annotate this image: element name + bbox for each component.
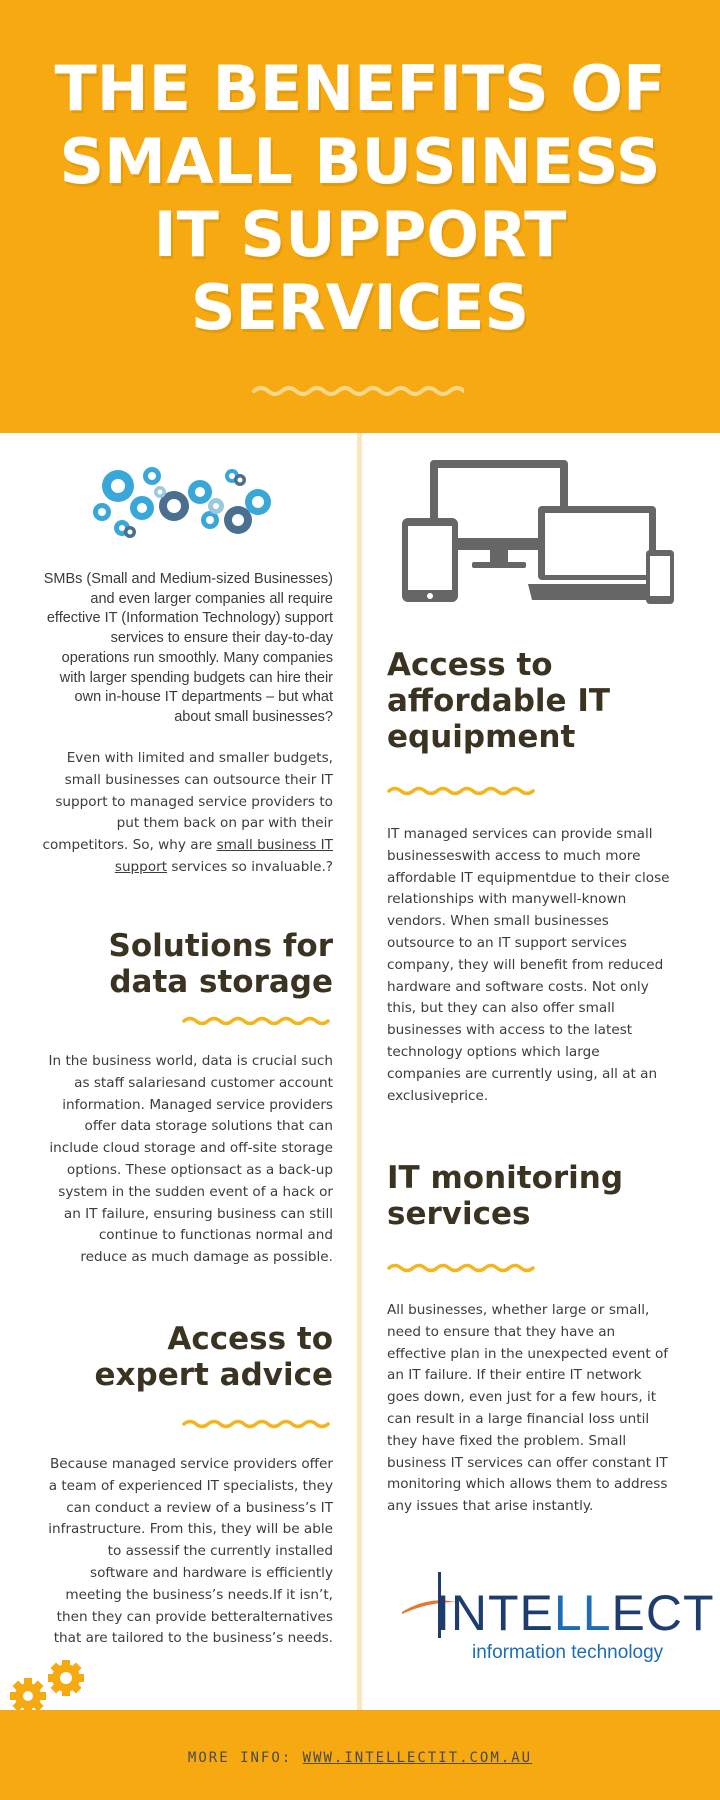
data-storage-text: In the business world, data is crucial such as staff salariesand customer account information. Managed service providers offer data storage solutions that can include cloud storage and off-site storage options. These optionsact as a back-up system in the sudden event of a hack or an IT failure, ensuring business can still continue to functionas normal and reduce as much damage as possible. — [48, 1053, 333, 1266]
devices-icon — [400, 458, 676, 608]
page-title — [20, 52, 700, 344]
heading-wave-underline — [182, 1015, 334, 1027]
intro-question-after: services so invaluable.? — [167, 858, 333, 875]
logo-text-end: ECT — [611, 1585, 715, 1641]
gear-icon — [8, 1656, 88, 1710]
intro-text: SMBs (Small and Medium-sized Businesses) and even larger companies all require effective IT (Information Technology) support services to ensure their day-to-day operations run smoothly. Many companies with larger spending budgets can hire their own in-house IT departments – but what about small businesses? — [43, 571, 333, 725]
heading-affordable-equipment: Access to affordable IT equipment — [387, 647, 611, 755]
footer-website-link[interactable]: WWW.INTELLECTIT.COM.AU — [302, 1750, 533, 1766]
small-business-it-support-link[interactable]: small business IT support — [114, 837, 333, 875]
intro-question-text — [42, 748, 333, 879]
footer-more-info — [0, 1750, 720, 1766]
heading-wave-underline — [182, 1418, 334, 1430]
logo-text-mid: LL — [553, 1585, 612, 1641]
title-line: THE BENEFITS OF — [54, 52, 666, 125]
heading-it-monitoring: IT monitoring services — [387, 1160, 624, 1232]
expert-advice-text: Because managed service providers offer a team of experienced IT specialists, they can conduct a review of a business’s IT infrastructure. From this, they will be able to assessif the currently installed software and hardware is efficiently meeting the business’s needs.If it isn’t, then they can provide betteralternatives that are tailored to the business’s needs. — [48, 1456, 333, 1647]
gears-icon — [90, 462, 280, 542]
heading-wave-underline — [387, 1262, 539, 1274]
logo-text-start: INTE — [436, 1585, 554, 1641]
heading-expert-advice: Access to expert advice — [94, 1321, 333, 1393]
title-line: IT SUPPORT — [153, 198, 567, 271]
title-wave-divider — [252, 384, 464, 398]
column-divider — [357, 433, 362, 1710]
intro-question-before: Even with limited and smaller budgets, small businesses can outsource their IT support to managed service providers to put them back on par with their competitors. So, why are — [42, 750, 333, 854]
logo-tagline: information technology — [472, 1642, 664, 1663]
logo-wordmark — [436, 1587, 715, 1639]
it-monitoring-text: All businesses, whether large or small, need to ensure that they have an effective plan in the unexpected event of an IT failure. If their entire IT network goes down, even just for a few hours, it can result in a large financial loss until they have fixed the problem. Small business IT services can offer constant IT monitoring which allows them to address any issues that arise instantly. — [387, 1302, 669, 1515]
heading-wave-underline — [387, 785, 539, 797]
title-line: SERVICES — [190, 271, 530, 344]
title-line: SMALL BUSINESS — [59, 125, 661, 198]
affordable-equipment-text: IT managed services can provide small businesseswith access to much more affordable IT equipmentdue to their close relationships with manywell-known vendors. When small businesses outsource to an IT support services company, they will benefit from reduced hardware and software costs. Not only this, but they can also offer small businesses with access to the latest technology options which large companies are currently using, all at an exclusiveprice. — [387, 826, 670, 1104]
heading-data-storage: Solutions for data storage — [108, 928, 333, 1000]
footer-label: MORE INFO: — [187, 1750, 303, 1766]
